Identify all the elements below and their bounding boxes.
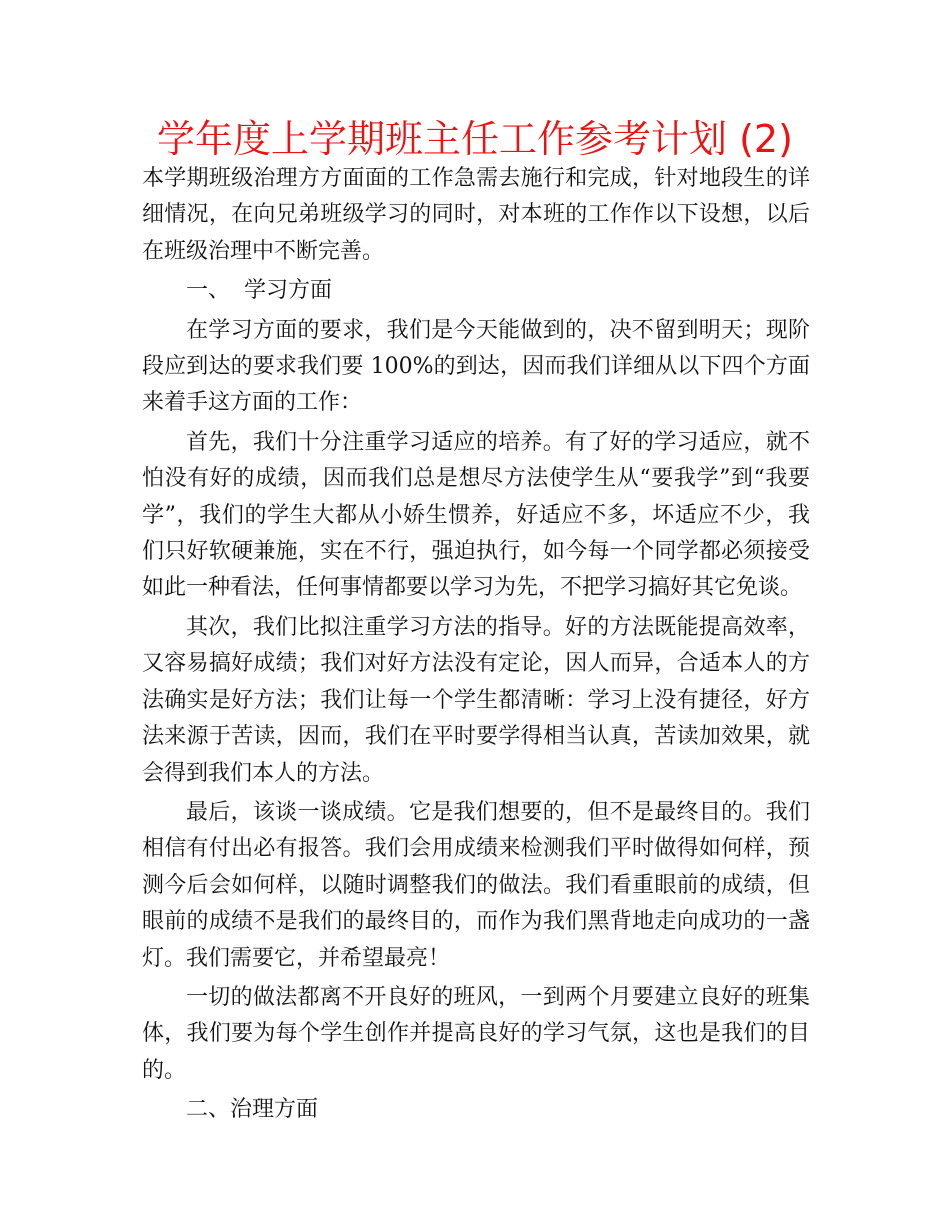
grades-paragraph: 最后，该谈一谈成绩。它是我们想要的，但不是最终目的。我们相信有付出必有报答。我们会用成绩来检测我们平时做得如何样，预测今后会如何样，以随时调整我们的做法。我们看重眼前的成绩，但眼前的成绩不是我们的最终目的，而作为我们黑背地走向成功的一盏灯。我们需要它，并希望最亮！ [142,799,810,971]
section-heading-study: 一、 学习方面 [186,278,332,304]
document-body [142,161,810,1129]
section-heading-management: 二、治理方面 [186,1097,319,1123]
document-title: 学年度上学期班主任工作参考计划 (2) [157,117,793,161]
intro-paragraph: 本学期班级治理方方面面的工作急需去施行和完成，针对地段生的详细情况，在向兄弟班级学习的同时，对本班的工作作以下设想，以后在班级治理中不断完善。 [142,166,810,264]
study-methods-paragraph: 其次，我们比拟注重学习方法的指导。好的方法既能提高效率，又容易搞好成绩；我们对好方法没有定论，因人而异，合适本人的方法确实是好方法；我们让每一个学生都清晰：学习上没有捷径，好方法来源于苦读，因而，我们在平时要学得相当认真，苦读加效果，就会得到我们本人的方法。 [142,614,810,786]
study-habits-paragraph: 首先，我们十分注重学习适应的培养。有了好的学习适应，就不怕没有好的成绩，因而我们总是想尽方法使学生从“要我学”到“我要学”，我们的学生大都从小娇生惯养，好适应不多，坏适应不少，我们只好软硬兼施，实在不行，强迫执行，如今每一个同学都必须接受如此一种看法，任何事情都要以学习为先，不把学习搞好其它免谈。 [142,429,810,601]
study-requirements-paragraph: 在学习方面的要求，我们是今天能做到的，决不留到明天；现阶段应到达的要求我们要 100%的到达，因而我们详细从以下四个方面来着手这方面的工作： [142,317,810,416]
class-atmosphere-paragraph: 一切的做法都离不开良好的班风，一到两个月要建立良好的班集体，我们要为每个学生创作并提高良好的学习气氛，这也是我们的目的。 [142,984,810,1083]
